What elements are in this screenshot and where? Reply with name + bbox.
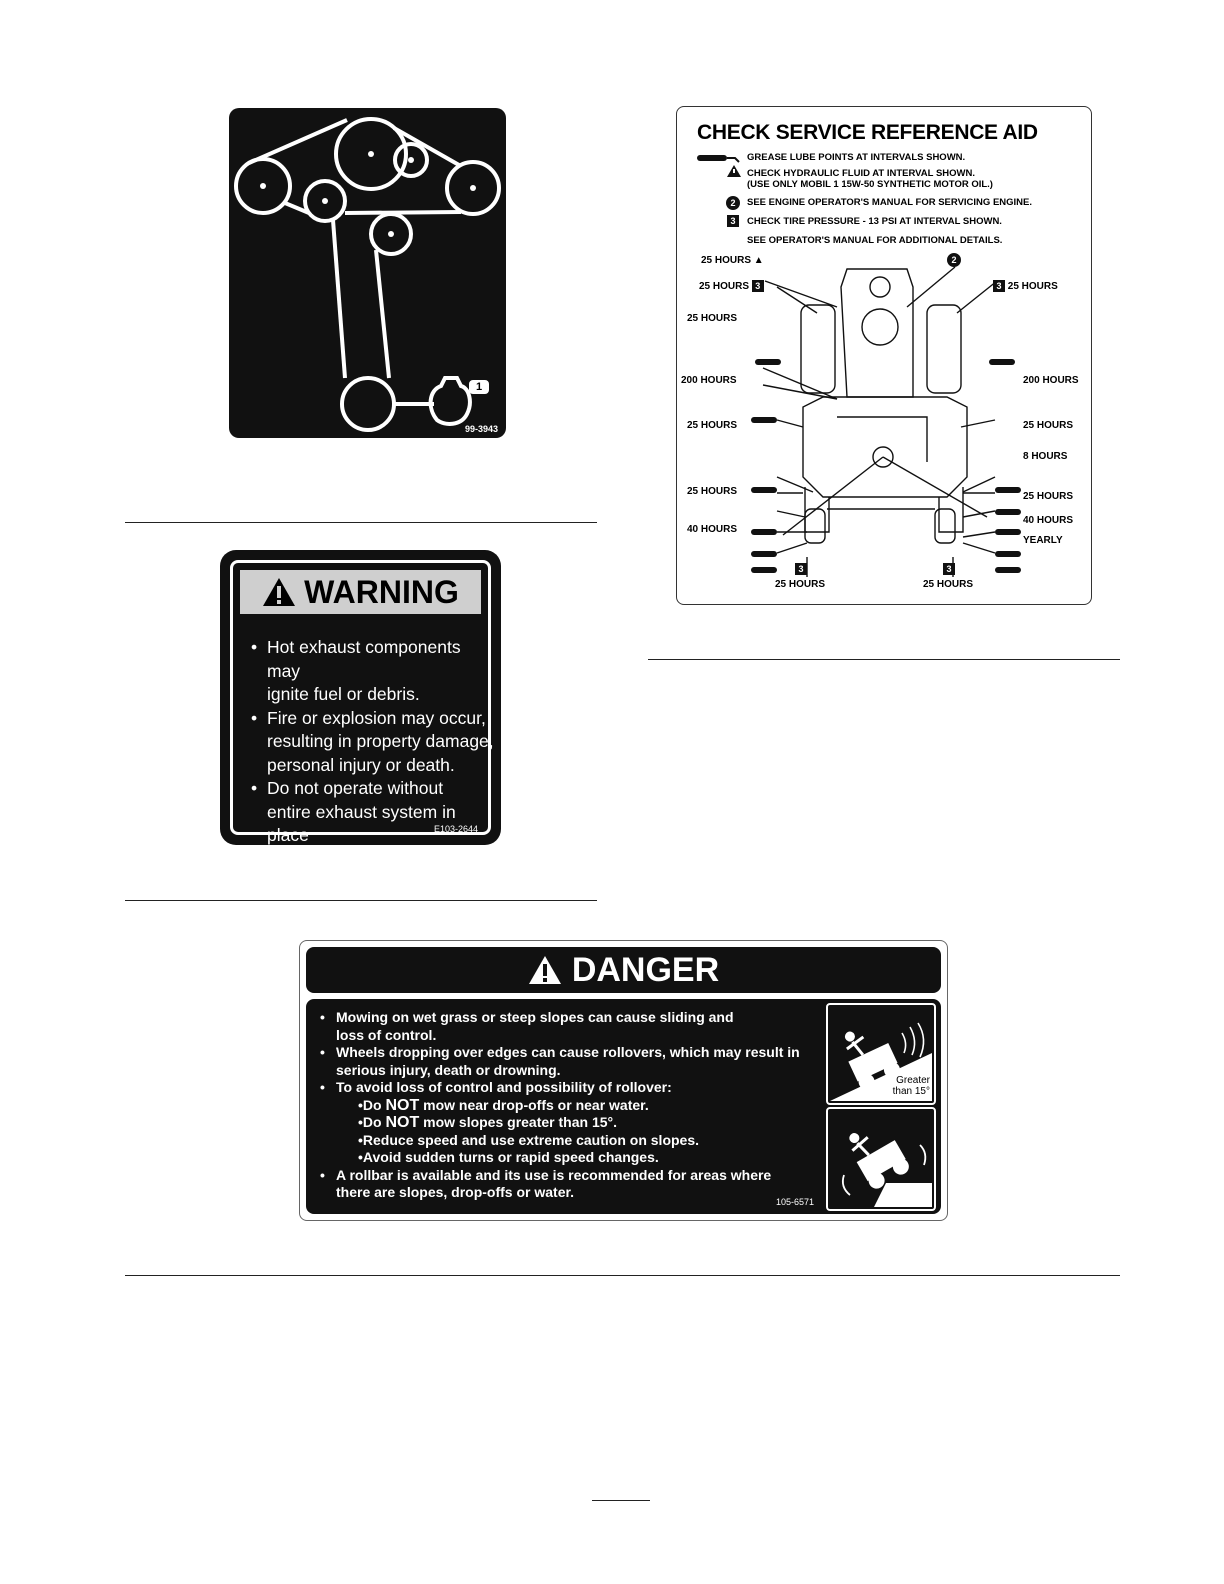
dropoff-pictogram <box>826 1107 936 1211</box>
warning-triangle-icon <box>727 165 741 177</box>
list-item: • To avoid loss of control and possibility of rollover: <box>316 1079 826 1097</box>
interval-label: 25 HOURS <box>1023 420 1074 431</box>
service-reference-decal <box>676 106 1092 605</box>
slope-label: Greater than 15° <box>892 1075 930 1097</box>
divider <box>125 522 597 523</box>
danger-text <box>316 1009 826 1202</box>
interval-label: 25 HOURS <box>775 579 826 590</box>
danger-header <box>306 947 941 993</box>
decal-code: E103-2644 <box>433 824 478 834</box>
list-item: •Do NOT mow near drop-offs or near water. <box>358 1096 649 1114</box>
belt-routing-diagram <box>229 108 506 438</box>
rollover-dropoff-icon <box>828 1109 934 1209</box>
callout-number: 1 <box>475 381 483 393</box>
warning-triangle-icon <box>528 955 562 985</box>
interval-label: 25 HOURS <box>923 579 974 590</box>
interval-label: 8 HOURS <box>1023 451 1068 462</box>
list-item: •Avoid sudden turns or rapid speed changes. <box>358 1149 659 1165</box>
interval-label: 25 HOURS <box>687 420 738 431</box>
interval-label: 25 HOURS 3 <box>699 280 764 292</box>
legend-row: (USE ONLY MOBIL 1 15W-50 SYNTHETIC MOTOR OIL.) <box>747 179 993 190</box>
marker-3: 3 <box>727 215 739 227</box>
list-item: •Reduce speed and use extreme caution on slopes. <box>358 1131 700 1148</box>
interval-label: 200 HOURS <box>681 375 737 386</box>
divider <box>125 900 597 901</box>
list-item: • Do not operate without entire exhaust system in place and in proper working condition. <box>247 777 497 895</box>
warning-list <box>247 636 497 895</box>
marker-2: 2 <box>726 196 740 210</box>
divider <box>125 1275 1120 1276</box>
belt-routing-decal <box>229 108 506 438</box>
page-number-rule <box>592 1500 650 1501</box>
list-item: •Do NOT mow slopes greater than 15°. <box>358 1114 618 1131</box>
marker-2: 2 <box>947 253 961 267</box>
warning-heading: WARNING <box>304 573 459 610</box>
interval-label: 40 HOURS <box>687 524 738 535</box>
interval-label: 200 HOURS <box>1023 375 1079 386</box>
interval-label: 3 25 HOURS <box>993 280 1058 292</box>
divider <box>648 659 1120 660</box>
slope-pictogram <box>826 1003 936 1105</box>
danger-decal <box>299 940 948 1221</box>
list-item: • Fire or explosion may occur, resulting in property damage, personal injury or death. <box>247 707 497 778</box>
legend-row: CHECK HYDRAULIC FLUID AT INTERVAL SHOWN. <box>747 168 975 179</box>
legend-row: SEE OPERATOR'S MANUAL FOR ADDITIONAL DETAILS. <box>747 235 1003 246</box>
danger-heading: DANGER <box>571 950 720 989</box>
legend-row: GREASE LUBE POINTS AT INTERVALS SHOWN. <box>747 152 966 163</box>
decal-code: 99-3943 <box>465 424 499 434</box>
warning-border <box>230 560 494 892</box>
warning-decal <box>220 550 501 892</box>
interval-label: YEARLY <box>1023 535 1063 546</box>
list-item: • Hot exhaust components may ignite fuel or debris. <box>247 636 497 707</box>
list-item: • Mowing on wet grass or steep slopes can cause sliding and loss of control. <box>316 1009 826 1044</box>
service-title: CHECK SERVICE REFERENCE AID <box>697 121 1038 144</box>
interval-label: 25 HOURS ▲ <box>701 255 764 266</box>
warning-header <box>240 570 481 614</box>
danger-body <box>306 999 941 1214</box>
marker-3: 3 <box>943 563 955 575</box>
interval-label: 25 HOURS <box>1023 491 1074 502</box>
interval-label: 40 HOURS <box>1023 515 1074 526</box>
interval-label: 25 HOURS <box>687 313 738 324</box>
marker-3: 3 <box>795 563 807 575</box>
list-item: • Wheels dropping over edges can cause rollovers, which may result in serious injury, death or drowning. <box>316 1044 826 1079</box>
grease-gun-icon <box>695 153 741 163</box>
interval-label: 25 HOURS <box>687 486 738 497</box>
list-item: • A rollbar is available and its use is recommended for areas where there are slopes, drop-offs or water. <box>316 1167 826 1202</box>
legend-row: CHECK TIRE PRESSURE - 13 PSI AT INTERVAL SHOWN. <box>747 216 1002 227</box>
legend-row: SEE ENGINE OPERATOR'S MANUAL FOR SERVICING ENGINE. <box>747 197 1033 208</box>
decal-code: 105-6571 <box>776 1197 815 1207</box>
warning-triangle-icon <box>262 577 296 607</box>
